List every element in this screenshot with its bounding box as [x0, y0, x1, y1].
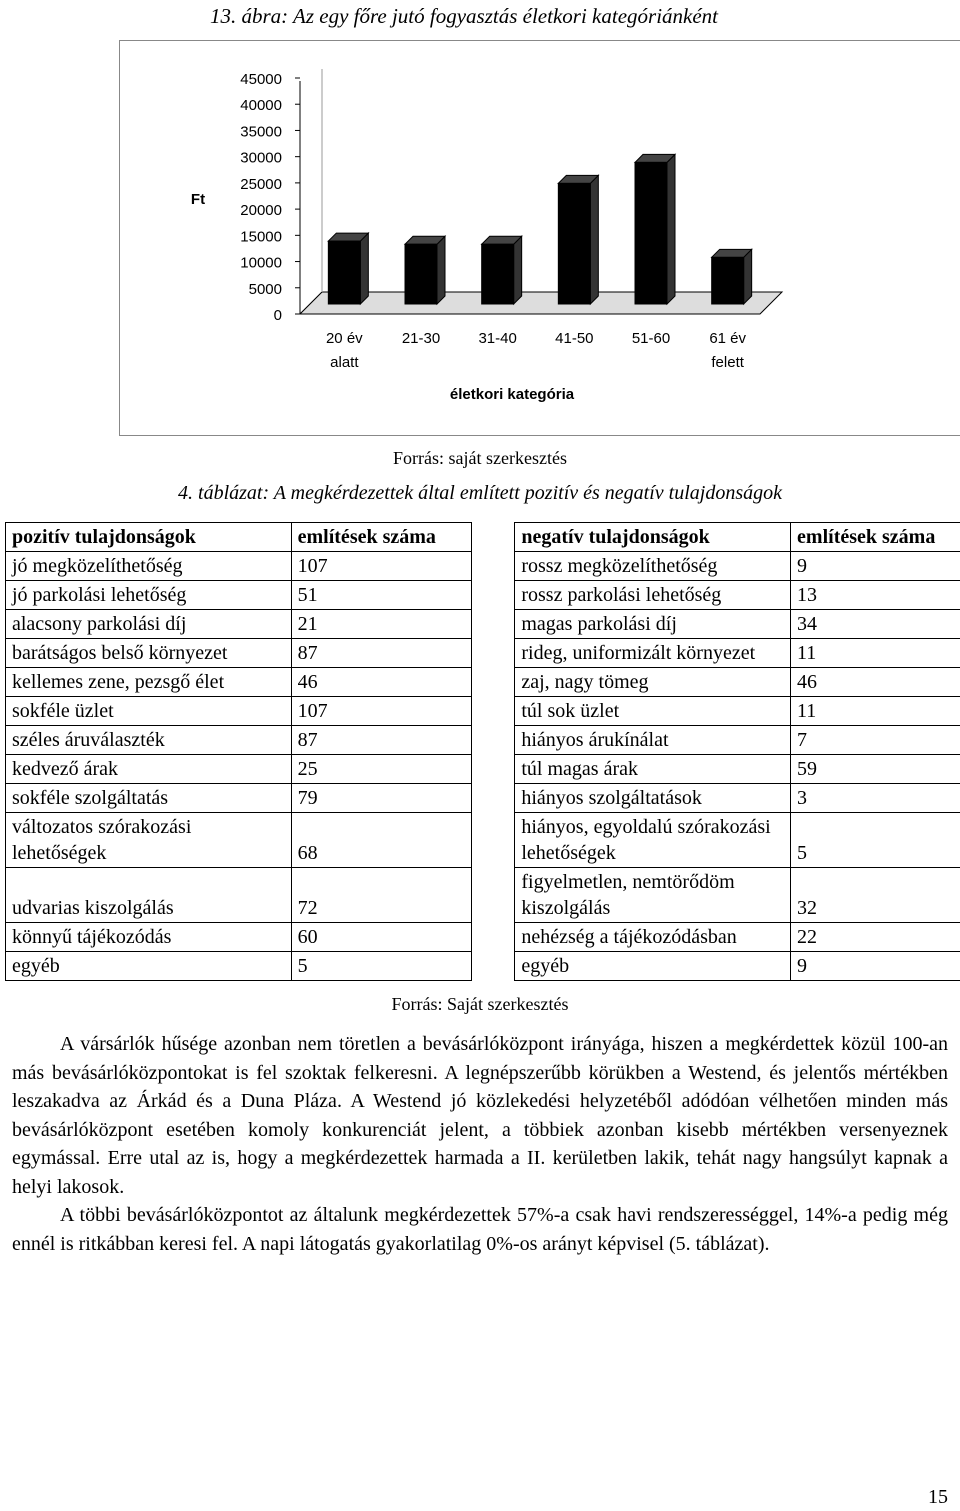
- positive-count: 46: [291, 668, 471, 697]
- bar: [712, 257, 744, 304]
- table-row: [6, 755, 960, 784]
- table-row: [6, 581, 960, 610]
- negative-property: nehézség a tájékozódásban: [515, 923, 791, 952]
- header-positive: pozitív tulajdonságok: [6, 523, 292, 552]
- positive-count: 60: [291, 923, 471, 952]
- x-tick-label: alatt: [330, 354, 359, 371]
- x-axis-label: életkori kategória: [449, 386, 575, 403]
- y-axis-label: Ft: [190, 191, 206, 208]
- properties-table: [5, 522, 960, 981]
- table-row: [6, 697, 960, 726]
- positive-count: 68: [291, 813, 471, 868]
- positive-count: 21: [291, 610, 471, 639]
- table-row: [6, 784, 960, 813]
- y-tick-label: 40000: [240, 97, 282, 115]
- y-tick-label: 20000: [240, 202, 282, 220]
- negative-count: 34: [791, 610, 960, 639]
- negative-count: 46: [791, 668, 960, 697]
- table-caption: 4. táblázat: A megkérdezettek által említett pozitív és negatív tulajdonságok: [178, 482, 782, 504]
- x-tick-label: 41-50: [555, 330, 594, 347]
- table-row: [6, 813, 960, 868]
- positive-property: kellemes zene, pezsgő élet: [6, 668, 292, 697]
- positive-count: 79: [291, 784, 471, 813]
- page-number: 15: [928, 1486, 948, 1508]
- table-row: [6, 952, 960, 981]
- negative-property: figyelmetlen, nemtörődöm kiszolgálás: [515, 868, 791, 923]
- y-tick-label: 25000: [240, 175, 282, 193]
- table-row: [6, 668, 960, 697]
- paragraph: A többi bevásárlóközpontot az általunk megkérdezettek 57%-a csak havi rendszerességgel, 14%-a pedig még ennél is ritkábban keresi fel. A napi látogatás gyakorlatilag 0%-os arányt képvisel (5. táblázat).: [12, 1204, 948, 1255]
- table-row: [6, 639, 960, 668]
- chart-source: Forrás: saját szerkesztés: [393, 448, 567, 468]
- positive-property: alacsony parkolási díj: [6, 610, 292, 639]
- bar: [558, 183, 590, 304]
- positive-count: 25: [291, 755, 471, 784]
- x-tick-label: 20 év: [325, 330, 363, 347]
- bar-side: [360, 233, 368, 304]
- negative-property: egyéb: [515, 952, 791, 981]
- chart-floor: [300, 292, 782, 314]
- negative-count: 3: [791, 784, 960, 813]
- table-row: [6, 868, 960, 923]
- negative-property: rossz parkolási lehetőség: [515, 581, 791, 610]
- negative-count: 7: [791, 726, 960, 755]
- negative-property: túl magas árak: [515, 755, 791, 784]
- positive-property: sokféle üzlet: [6, 697, 292, 726]
- positive-count: 87: [291, 639, 471, 668]
- positive-property: udvarias kiszolgálás: [6, 868, 292, 923]
- positive-property: széles áruválaszték: [6, 726, 292, 755]
- positive-property: sokféle szolgáltatás: [6, 784, 292, 813]
- table-header-row: [6, 523, 960, 552]
- positive-property: könnyű tájékozódás: [6, 923, 292, 952]
- y-tick-label: 0: [273, 307, 282, 324]
- bar: [405, 244, 437, 304]
- negative-property: hiányos szolgáltatások: [515, 784, 791, 813]
- table-row: [6, 610, 960, 639]
- bar-side: [437, 236, 445, 304]
- figure-caption: 13. ábra: Az egy főre jutó fogyasztás életkori kategóriánként: [210, 4, 718, 28]
- bar-chart: [120, 41, 960, 435]
- header-positive-count: említések száma: [291, 523, 471, 552]
- negative-property: hiányos, egyoldalú szórakozási lehetőségek: [515, 813, 791, 868]
- bar-side: [744, 249, 752, 304]
- table-source: Forrás: Saját szerkesztés: [391, 994, 569, 1014]
- x-tick-label: 51-60: [631, 330, 671, 347]
- negative-count: 59: [791, 755, 960, 784]
- negative-count: 11: [791, 697, 960, 726]
- positive-property: jó megközelíthetőség: [6, 552, 292, 581]
- table-row: [6, 923, 960, 952]
- negative-property: rossz megközelíthetőség: [515, 552, 791, 581]
- header-negative-count: említések száma: [791, 523, 960, 552]
- x-tick-label: 21-30: [401, 330, 441, 347]
- x-tick-label: 61 év: [709, 330, 747, 347]
- paragraph: A vársárlók hűsége azonban nem töretlen a bevásárlóközpont irányága, hiszen a megkérdettek közül 100-an más bevásárlóközpontokat is fel szoktak felkeresni. A legnépszerűbb körükben a Westend, és jelentős mértékben leszakadva az Árkád és a Duna Pláza. A Westend jó közlekedési helyzetéből adódóan vélhetően minden más bevásárlóközpont esetében komoly konkurenciát jelent, a többiek azonban kisebb mértékben versenyeznek egymással. Erre utal az is, hogy a megkérdezettek harmada a II. kerületben lakik, tehát nagy hangsúlyt kapnak a helyi lakosok.: [12, 1033, 948, 1198]
- negative-count: 9: [791, 952, 960, 981]
- bar: [328, 241, 360, 304]
- table-row: [6, 552, 960, 581]
- positive-count: 5: [291, 952, 471, 981]
- bar-side: [590, 175, 598, 304]
- y-tick-label: 15000: [240, 228, 282, 246]
- negative-property: túl sok üzlet: [515, 697, 791, 726]
- negative-count: 22: [791, 923, 960, 952]
- y-tick-label: 30000: [240, 149, 282, 167]
- y-tick-label: 5000: [248, 280, 282, 298]
- chart-frame: [119, 40, 960, 436]
- y-tick-label: 35000: [240, 123, 282, 141]
- positive-property: egyéb: [6, 952, 292, 981]
- positive-property: barátságos belső környezet: [6, 639, 292, 668]
- positive-property: jó parkolási lehetőség: [6, 581, 292, 610]
- positive-count: 72: [291, 868, 471, 923]
- negative-count: 13: [791, 581, 960, 610]
- bar-side: [514, 236, 522, 304]
- negative-property: rideg, uniformizált környezet: [515, 639, 791, 668]
- positive-count: 107: [291, 697, 471, 726]
- negative-count: 11: [791, 639, 960, 668]
- negative-property: hiányos árukínálat: [515, 726, 791, 755]
- header-negative: negatív tulajdonságok: [515, 523, 791, 552]
- bar: [635, 162, 667, 304]
- table-row: [6, 726, 960, 755]
- negative-property: magas parkolási díj: [515, 610, 791, 639]
- negative-property: zaj, nagy tömeg: [515, 668, 791, 697]
- bar: [482, 244, 514, 304]
- x-tick-label: felett: [711, 354, 744, 371]
- positive-count: 87: [291, 726, 471, 755]
- positive-count: 107: [291, 552, 471, 581]
- negative-count: 5: [791, 813, 960, 868]
- bar-side: [667, 154, 675, 304]
- negative-count: 32: [791, 868, 960, 923]
- body-text: [12, 1030, 948, 1258]
- negative-count: 9: [791, 552, 960, 581]
- positive-count: 51: [291, 581, 471, 610]
- y-tick-label: 10000: [240, 254, 282, 272]
- y-tick-label: 45000: [240, 71, 282, 88]
- x-tick-label: 31-40: [478, 330, 517, 347]
- positive-property: kedvező árak: [6, 755, 292, 784]
- positive-property: változatos szórakozási lehetőségek: [6, 813, 292, 868]
